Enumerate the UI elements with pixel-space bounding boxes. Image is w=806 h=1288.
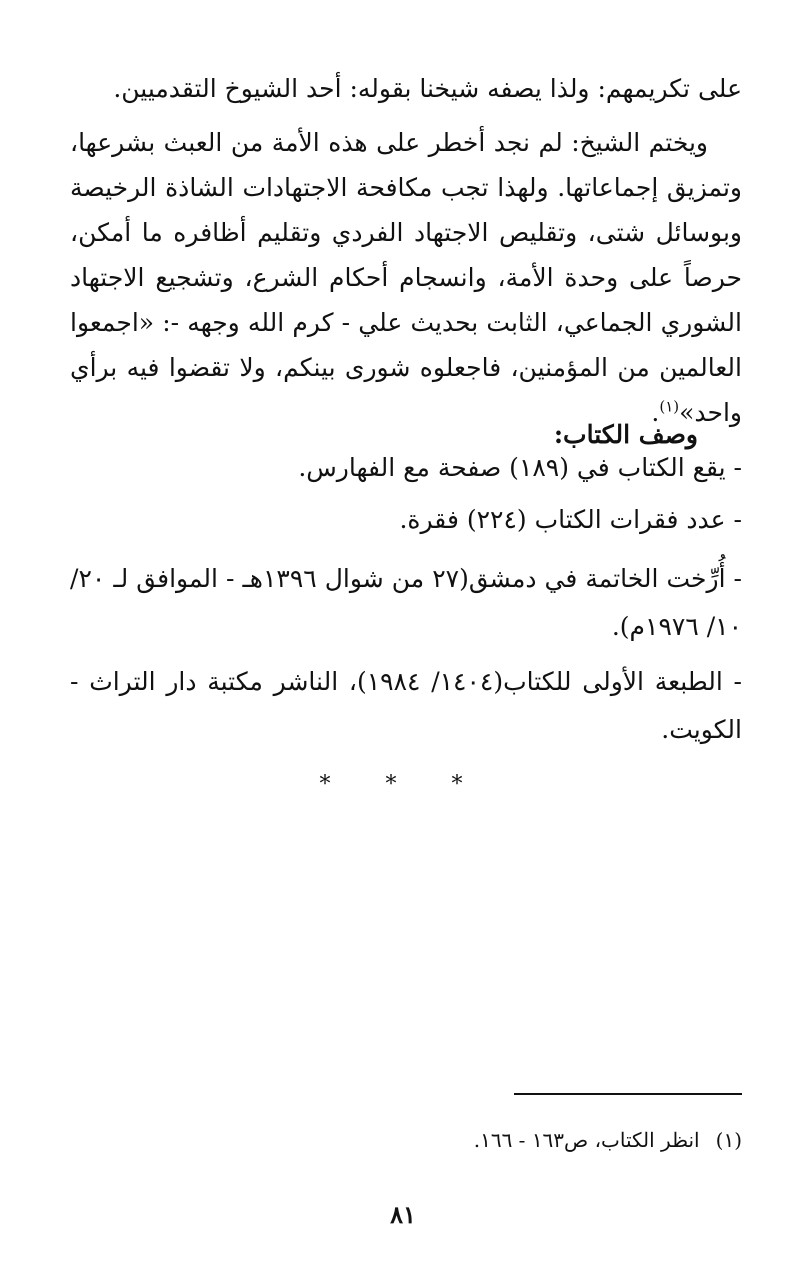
section-separator: * * * (319, 772, 487, 797)
footnote (474, 1122, 742, 1158)
paragraph-intro: على تكريمهم: ولذا يصفه شيخنا بقوله: أحد الشيوخ التقدميين. (113, 74, 742, 103)
footnote-text: انظر الكتاب، ص١٦٣ - ١٦٦. (473, 1128, 700, 1152)
footnote-reference[interactable]: (١) (659, 397, 680, 416)
list-item: - يقع الكتاب في (١٨٩) صفحة مع الفهارس. (298, 453, 742, 482)
list-item: - الطبعة الأولى للكتاب(١٤٠٤/ ١٩٨٤)، الناشر مكتبة دار التراث - الكويت. (70, 667, 743, 744)
list-item: - عدد فقرات الكتاب (٢٢٤) فقرة. (399, 505, 742, 534)
footnote-divider (514, 1093, 742, 1095)
paragraph-main-body: ويختم الشيخ: لم نجد أخطر على هذه الأمة من العبث بشرعها، وتمزيق إجماعاتها. ولهذا تجب مكافحة الاجتهادات الشاذة الرخيصة وبوسائل شتى، وتقليص الاجتهاد الفردي وتقليم أظافره ما أمكن، حرصاً على وحدة الأمة، وانسجام أحكام الشرع، وتشجيع الاجتهاد الشوري الجماعي، الثابت بحديث علي - كرم الله وجهه -: «اجمعوا العالمين من المؤمنين، فاجعلوه شورى بينكم، ولا تقضوا فيه برأي واحد» (70, 128, 742, 427)
paragraph-main-end: . (651, 398, 660, 427)
paragraph-main (70, 120, 742, 435)
page-number: ٨١ (390, 1200, 416, 1229)
footnote-number: (١) (715, 1128, 742, 1152)
section-heading-book-description: وصف الكتاب: (553, 420, 698, 449)
list-item: - أُرِّخت الخاتمة في دمشق(٢٧ من شوال ١٣٩٦هـ - الموافق لـ ٢٠/ ١٠/ ١٩٧٦م). (70, 564, 742, 641)
